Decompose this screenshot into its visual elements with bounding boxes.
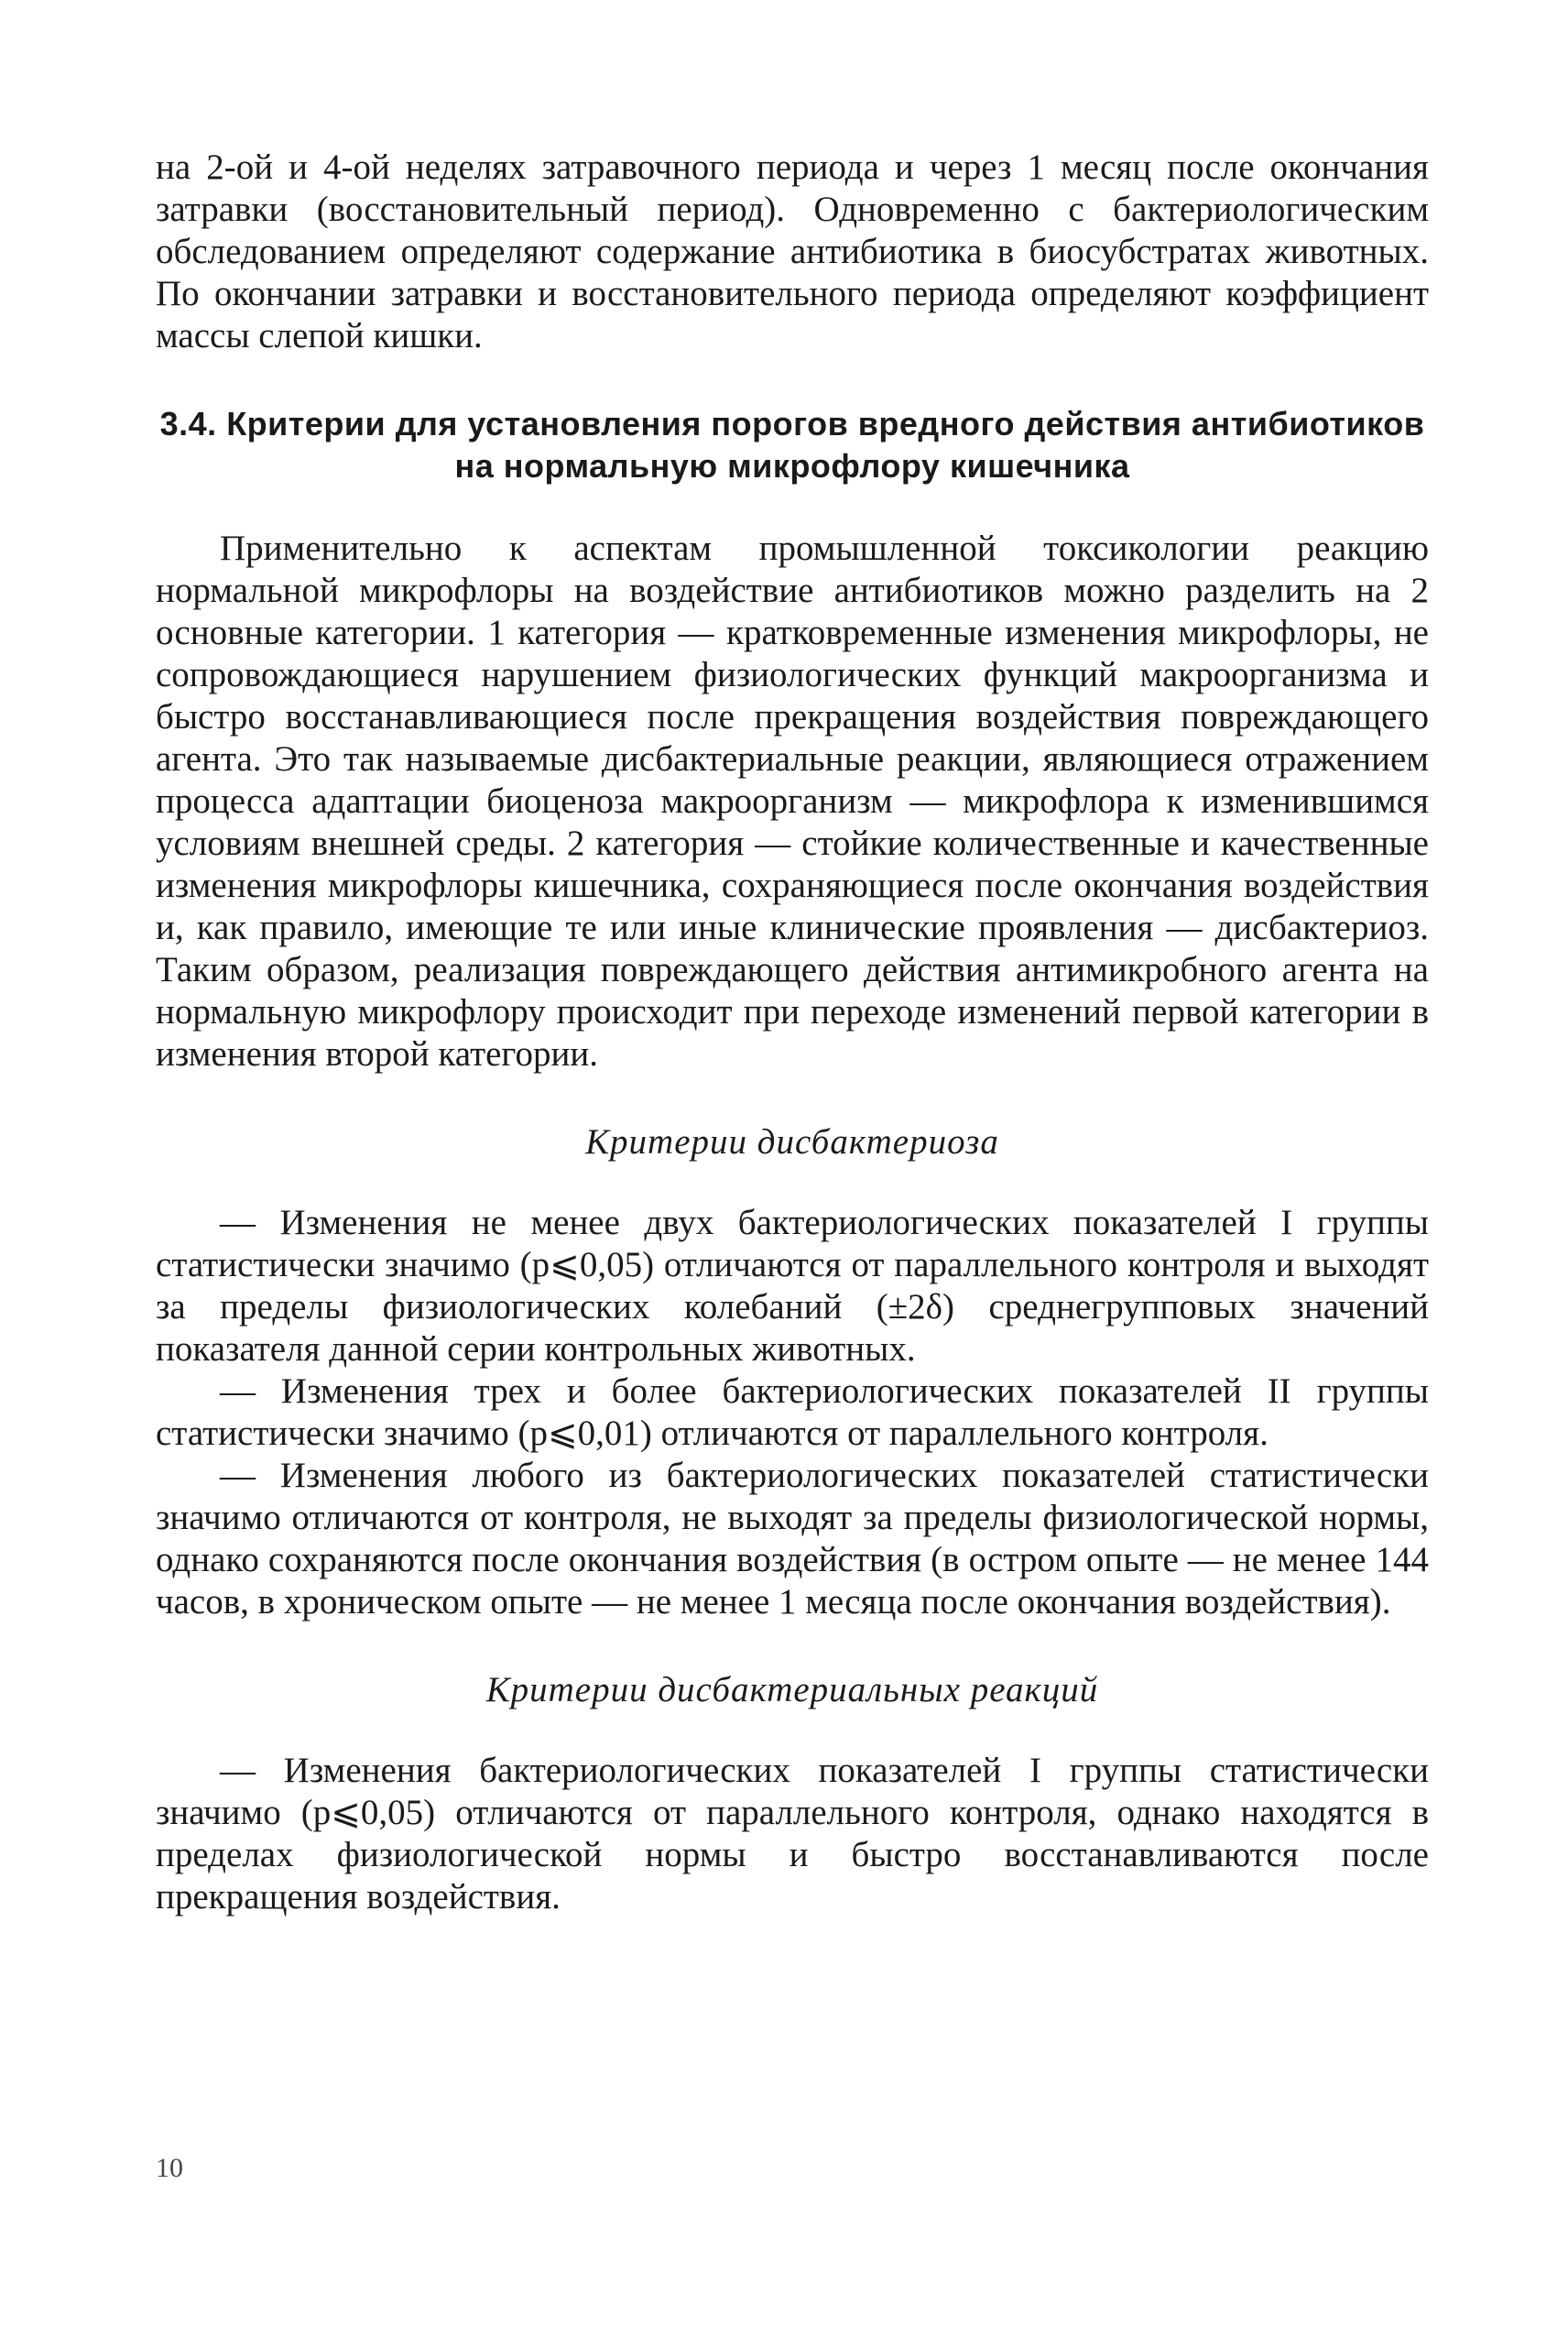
reaction-criterion-1: — Изменения бактериологических показателей I группы статистически значимо (p⩽0,05) отличаются от параллельного контроля, однако находятся в пределах физиологической нормы и быстро восстанавливаются после прекращения воздействия.	[156, 1751, 1429, 1916]
subhead-dysbacteriosis: Критерии дисбактериоза	[585, 1122, 999, 1162]
dysbacteriosis-criterion-3: — Изменения любого из бактериологических показателей статистически значимо отличаются от контроля, не выходят за пределы физиологической нормы, однако сохраняются после окончания воздействия (в остром опыте — не менее 144 часов, в хроническом опыте — не менее 1 месяца после окончания воздействия).	[156, 1456, 1429, 1622]
section-paragraph: Применительно к аспектам промышленной токсикологии реакцию нормальной микрофлоры на воздействие антибиотиков можно разделить на 2 основные категории. 1 категория — кратковременные изменения микрофлоры, не сопровождающиеся нарушением физиологических функций макроорганизма и быстро восстанавливающиеся после прекращения воздействия повреждающего агента. Это так называемые дисбактериальные реакции, являющиеся отражением процесса адаптации биоценоза макроорганизм — микрофлора к изменившимся условиям внешней среды. 2 категория — стойкие количественные и качественные изменения микрофлоры кишечника, сохраняющиеся после окончания воздействия и, как правило, имеющие те или иные клинические проявления — дисбактериоз. Таким образом, реализация повреждающего действия антимикробного агента на нормальную микрофлору происходит при переходе изменений первой категории в изменения второй категории.	[156, 529, 1429, 1074]
dysbacteriosis-criterion-1: — Изменения не менее двух бактериологических показателей I группы статистически значимо (p⩽0,05) отличаются от параллельного контроля и выходят за пределы физиологических колебаний (±2δ) среднегрупповых значений показателя данной серии контрольных животных.	[156, 1203, 1429, 1369]
section-title: 3.4. Критерии для установления порогов вредного действия антибиотиков на нормальную микрофлору кишечника	[159, 405, 1425, 485]
page-number: 10	[156, 2153, 183, 2183]
subhead-dysbacterial-reactions: Критерии дисбактериальных реакций	[485, 1670, 1099, 1709]
dysbacteriosis-criterion-2: — Изменения трех и более бактериологических показателей II группы статистически значимо (p⩽0,01) отличаются от параллельного контроля.	[156, 1371, 1429, 1453]
intro-paragraph: на 2-ой и 4-ой неделях затравочного периода и через 1 месяц после окончания затравки (восстановительный период). Одновременно с бактериологическим обследованием определяют содержание антибиотика в биосубстратах животных. По окончании затравки и восстановительного периода определяют коэффициент массы слепой кишки.	[156, 147, 1429, 355]
document-page	[156, 147, 1429, 1918]
